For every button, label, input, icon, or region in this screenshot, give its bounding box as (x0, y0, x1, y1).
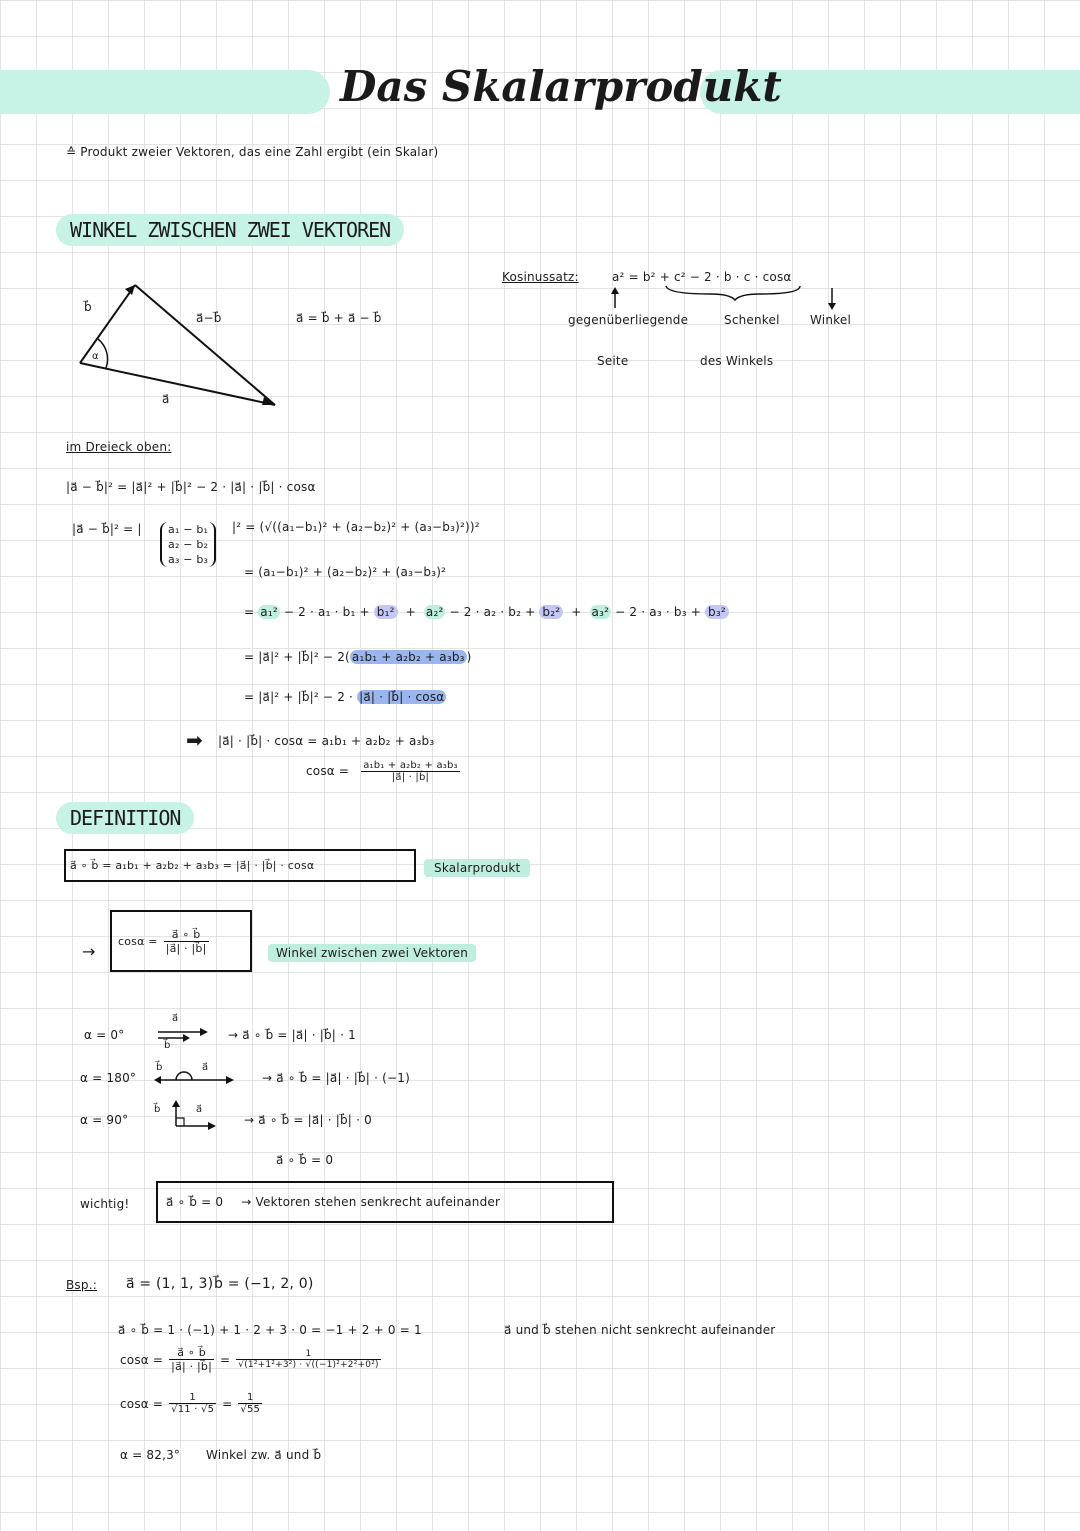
vector-row-3: a₃ − b₃ (168, 553, 209, 566)
term-a2-squared: a₂² (425, 605, 444, 619)
triangle-label-a: a⃗ (162, 392, 170, 406)
page-title: Das Skalarprodukt (340, 62, 782, 111)
definition-cos-label: Winkel zwischen zwei Vektoren (268, 944, 476, 962)
note-gegenueberliegende: gegenüberliegende (568, 313, 689, 327)
case-180-angle: α = 180° (80, 1071, 137, 1085)
case-90-angle: α = 90° (80, 1113, 129, 1127)
derivation-result: |a⃗| · |b⃗| · cosα = a₁b₁ + a₂b₂ + a₃b₃ (218, 734, 435, 748)
derivation-line-5 (244, 650, 472, 664)
wichtig-text: → Vektoren stehen senkrecht aufeinander (241, 1195, 501, 1209)
term-mid-3: − 2 · a₃ · b₃ + (611, 605, 705, 619)
example-cos1-frac (169, 1346, 214, 1373)
kosinussatz-formula: a² = b² + c² − 2 · b · c · cosα (612, 270, 792, 284)
term-a1-squared: a₁² (260, 605, 278, 619)
case-180-result: → a⃗ ∘ b⃗ = |a⃗| · |b⃗| · (−1) (262, 1071, 410, 1085)
example-cos1-num: a⃗ ∘ b⃗ (169, 1346, 214, 1360)
example-cos2-eq: = (222, 1396, 233, 1411)
example-cos2-frac2 (238, 1392, 262, 1415)
vector-a-line (80, 363, 275, 405)
line5-pre: = |a⃗|² + |b⃗|² − 2( (244, 650, 350, 664)
term-b3-squared: b₃² (705, 605, 729, 619)
definition-label: Skalarprodukt (424, 859, 530, 877)
kosinussatz-annotations (600, 284, 860, 314)
result-arrow-icon: ➡ (186, 728, 203, 752)
vector-row-2: a₂ − b₂ (168, 538, 209, 551)
section-heading-winkel: WINKEL ZWISCHEN ZWEI VEKTOREN (56, 214, 404, 246)
case-0-label-b: b⃗ (164, 1040, 171, 1051)
line4-eq: = (244, 605, 259, 619)
line5-post: ) (466, 650, 472, 664)
wichtig-box (156, 1181, 614, 1223)
example-cos2-den2: √55 (240, 1404, 261, 1415)
note-des-winkels: des Winkels (700, 354, 774, 368)
vector-row-1: a₁ − b₁ (168, 523, 209, 536)
line6-highlight: |a⃗| · |b⃗| · cosα (359, 690, 445, 704)
kosinussatz-label: Kosinussatz: (502, 270, 579, 284)
term-mid-2: − 2 · a₂ · b₂ + (445, 605, 540, 619)
derivation-line-2-rhs: |² = (√((a₁−b₁)² + (a₂−b₂)² + (a₃−b₃)²))² (232, 520, 480, 534)
example-cos1-eq: = (220, 1352, 231, 1367)
case-180-label-a: a⃗ (202, 1062, 209, 1073)
angle-arc (98, 339, 108, 368)
derivation-line-4 (244, 605, 729, 619)
definition-arrow: → (82, 942, 96, 961)
note-winkel: Winkel (810, 313, 851, 327)
cos-numerator: a₁b₁ + a₂b₂ + a₃b₃ (363, 760, 458, 771)
wichtig-label: wichtig! (80, 1197, 130, 1211)
case-90-diagram (162, 1098, 222, 1132)
case-0-label-a: a⃗ (172, 1013, 179, 1024)
case-90-result: → a⃗ ∘ b⃗ = |a⃗| · |b⃗| · 0 (244, 1113, 372, 1127)
derivation-label: im Dreieck oben: (66, 440, 172, 454)
cos-fraction (361, 760, 460, 783)
line6-pre: = |a⃗|² + |b⃗|² − 2 · (244, 690, 358, 704)
case-0-result: → a⃗ ∘ b⃗ = |a⃗| · |b⃗| · 1 (228, 1028, 356, 1042)
line5-highlight: a₁b₁ + a₂b₂ + a₃b₃ (351, 650, 465, 664)
example-cos2-frac (169, 1392, 216, 1415)
derivation-vector (160, 522, 216, 567)
case-0-diagram (156, 1018, 216, 1058)
zero-result: a⃗ ∘ b⃗ = 0 (276, 1153, 334, 1167)
case-0-angle: α = 0° (84, 1028, 125, 1042)
definition-cos-box (110, 910, 252, 972)
term-plus-2: + (563, 605, 590, 619)
example-cos2-lhs: cosα = (120, 1396, 164, 1411)
triangle-equation: a⃗ = b⃗ + a⃗ − b⃗ (296, 311, 382, 325)
example-cos2-num2: 1 (238, 1392, 262, 1404)
term-a3-squared: a₃² (591, 605, 610, 619)
definition-cos-numerator: a⃗ ∘ b⃗ (164, 928, 209, 942)
example-cos1-num2: 1 (236, 1349, 380, 1360)
example-dot-product: a⃗ ∘ b⃗ = 1 · (−1) + 1 · 2 + 3 · 0 = −1 + 2 + 0 = 1 (118, 1323, 422, 1337)
triangle-label-b: b⃗ (84, 300, 92, 314)
intro-text: ≙ Produkt zweier Vektoren, das eine Zahl ergibt (ein Skalar) (66, 145, 439, 159)
case-180-diagram (152, 1064, 242, 1094)
schenkel-brace (666, 286, 800, 300)
section-heading-definition: DEFINITION (56, 802, 194, 834)
example-cos2-den: √11 · √5 (171, 1404, 215, 1415)
cos-lhs: cosα = (306, 764, 350, 778)
arrow-up-head (611, 287, 619, 294)
term-b1-squared: b₁² (374, 605, 398, 619)
derivation-line-1: |a⃗ − b⃗|² = |a⃗|² + |b⃗|² − 2 · |a⃗| · |b⃗| · cosα (66, 480, 316, 494)
example-cos1-frac2 (236, 1349, 380, 1370)
example-cos1-den: |a⃗| · |b⃗| (171, 1360, 213, 1373)
example-cos1-lhs: cosα = (120, 1352, 164, 1367)
example-a-def: a⃗ = (1, 1, 3) (126, 1276, 214, 1292)
triangle-diagram (70, 275, 290, 420)
cos-denominator: |a⃗| · |b⃗| (391, 772, 430, 783)
triangle-label-a-minus-b: a⃗−b⃗ (196, 311, 222, 325)
case-90-label-a: a⃗ (196, 1104, 203, 1115)
case-180-label-b: b⃗ (156, 1062, 163, 1073)
example-cos1-den2: √(1²+1²+3²) · √((−1)²+2²+0²) (238, 1360, 379, 1370)
case-90-label-b: b⃗ (154, 1104, 161, 1115)
example-note: a⃗ und b⃗ stehen nicht senkrecht aufeinander (504, 1323, 776, 1337)
note-schenkel: Schenkel (724, 313, 780, 327)
example-cos-2 (120, 1392, 262, 1415)
derivation-cos-formula (306, 760, 460, 783)
term-plus-1: + (397, 605, 424, 619)
example-label: Bsp.: (66, 1278, 97, 1292)
example-b-def: b⃗ = (−1, 2, 0) (214, 1276, 314, 1292)
example-cos-1 (120, 1346, 381, 1373)
vector-a-minus-b-line (135, 285, 275, 405)
example-angle-result: α = 82,3° (120, 1448, 181, 1462)
term-b2-squared: b₂² (539, 605, 563, 619)
derivation-line-3: = (a₁−b₁)² + (a₂−b₂)² + (a₃−b₃)² (244, 565, 447, 579)
definition-cos-lhs: cosα = (118, 934, 158, 948)
example-cos2-num: 1 (169, 1392, 216, 1404)
definition-formula: a⃗ ∘ b⃗ = a₁b₁ + a₂b₂ + a₃b₃ = |a⃗| · |b⃗| · cosα (70, 859, 315, 872)
term-mid-1: − 2 · a₁ · b₁ + (279, 605, 374, 619)
example-angle-text: Winkel zw. a⃗ und b⃗ (206, 1448, 322, 1462)
note-seite: Seite (597, 354, 629, 368)
wichtig-formula: a⃗ ∘ b⃗ = 0 (166, 1195, 224, 1209)
vector-b-line (80, 285, 135, 363)
title-band-left (0, 70, 330, 114)
derivation-line-2-lhs: |a⃗ − b⃗|² = | (72, 522, 142, 536)
definition-cos-fraction (164, 928, 209, 955)
definition-cos-denominator: |a⃗| · |b⃗| (165, 941, 207, 955)
derivation-line-6 (244, 690, 446, 704)
triangle-label-angle: α (92, 351, 99, 362)
arrow-down-head (828, 303, 836, 310)
definition-box (64, 849, 416, 882)
